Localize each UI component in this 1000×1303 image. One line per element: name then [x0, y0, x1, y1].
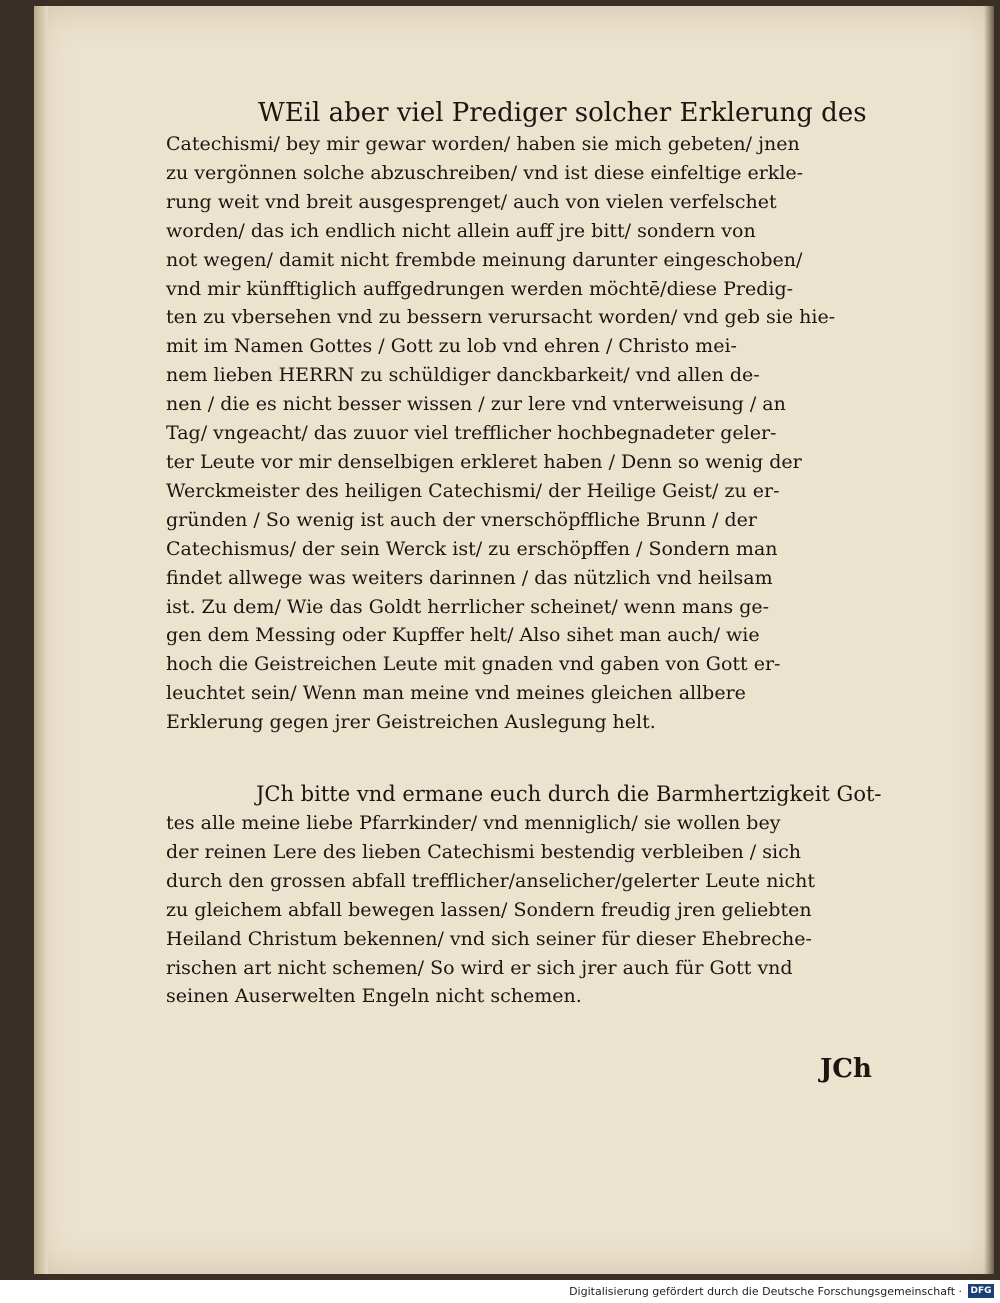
text-line: durch den grossen abfall trefflicher/anselicher/gelerter Leute nicht — [166, 869, 816, 892]
text-line: ist. Zu dem/ Wie das Goldt herrlicher scheinet/ wenn mans ge- — [166, 595, 770, 618]
text-line: rischen art nicht schemen/ So wird er sich jrer auch für Gott vnd — [166, 956, 793, 979]
text-line: Heiland Christum bekennen/ vnd sich seiner für dieser Ehebreche- — [166, 927, 812, 950]
paragraph-spacer — [166, 737, 886, 779]
text-line: zu gleichem abfall bewegen lassen/ Sondern freudig jren geliebten — [166, 898, 812, 921]
text-line: Tag/ vngeacht/ das zuuor viel trefflicher hochbegnadeter geler- — [166, 422, 777, 445]
text-line: zu vergönnen solche abzuschreiben/ vnd ist diese einfeltige erkle- — [166, 161, 804, 184]
text-line: ten zu vbersehen vnd zu bessern verursacht worden/ vnd geb sie hie- — [166, 306, 836, 329]
text-line: nem lieben HERRN zu schüldiger danckbarkeit/ vnd allen de- — [166, 364, 760, 387]
page-text — [166, 96, 886, 1011]
digitization-footer — [0, 1280, 1000, 1303]
paragraph-1 — [166, 96, 886, 737]
text-line: WEil aber viel Prediger solcher Erklerung des — [258, 98, 867, 128]
text-line: Werckmeister des heiligen Catechismi/ der Heilige Geist/ zu er- — [166, 479, 780, 502]
text-line: Erklerung gegen jrer Geistreichen Auslegung helt. — [166, 711, 656, 734]
text-line: Catechismi/ bey mir gewar worden/ haben sie mich gebeten/ jnen — [166, 133, 800, 155]
text-line: leuchtet sein/ Wenn man meine vnd meines gleichen allbere — [166, 682, 746, 705]
text-line: tes alle meine liebe Pfarrkinder/ vnd menniglich/ sie wollen bey — [166, 812, 781, 835]
text-line: JCh bitte vnd ermane euch durch die Barmhertzigkeit Got- — [256, 782, 882, 807]
text-line: rung weit vnd breit ausgesprenget/ auch von vielen verfelschet — [166, 190, 777, 213]
dfg-logo-icon: DFG — [968, 1284, 994, 1298]
text-line: vnd mir künfftiglich auffgedrungen werden möchtē/diese Predig- — [166, 277, 794, 300]
paragraph-2 — [166, 779, 886, 1011]
text-line: hoch die Geistreichen Leute mit gnaden vnd gaben von Gott er- — [166, 653, 781, 676]
text-line: der reinen Lere des lieben Catechismi bestendig verbleiben / sich — [166, 840, 801, 863]
text-line: not wegen/ damit nicht frembde meinung darunter eingeschoben/ — [166, 248, 803, 271]
text-line: seinen Auserwelten Engeln nicht schemen. — [166, 985, 582, 1008]
text-line: nen / die es nicht besser wissen / zur lere vnd vnterweisung / an — [166, 393, 786, 416]
text-line: gründen / So wenig ist auch der vnerschöpffliche Brunn / der — [166, 508, 757, 531]
funding-notice: Digitalisierung gefördert durch die Deutsche Forschungsgemeinschaft · — [569, 1285, 962, 1298]
page-binding-edge — [34, 6, 48, 1274]
text-line: Catechismus/ der sein Werck ist/ zu erschöpffen / Sondern man — [166, 537, 778, 560]
text-line: ter Leute vor mir denselbigen erkleret haben / Denn so wenig der — [166, 450, 802, 473]
text-line: gen dem Messing oder Kupffer helt/ Also sihet man auch/ wie — [166, 624, 760, 647]
page-right-shadow — [984, 6, 994, 1274]
text-line: worden/ das ich endlich nicht allein auff jre bitt/ sondern von — [166, 219, 756, 242]
catchword: JCh — [820, 1054, 872, 1084]
text-line: mit im Namen Gottes / Gott zu lob vnd ehren / Christo mei- — [166, 335, 737, 358]
text-line: findet allwege was weiters darinnen / das nützlich vnd heilsam — [166, 566, 773, 589]
